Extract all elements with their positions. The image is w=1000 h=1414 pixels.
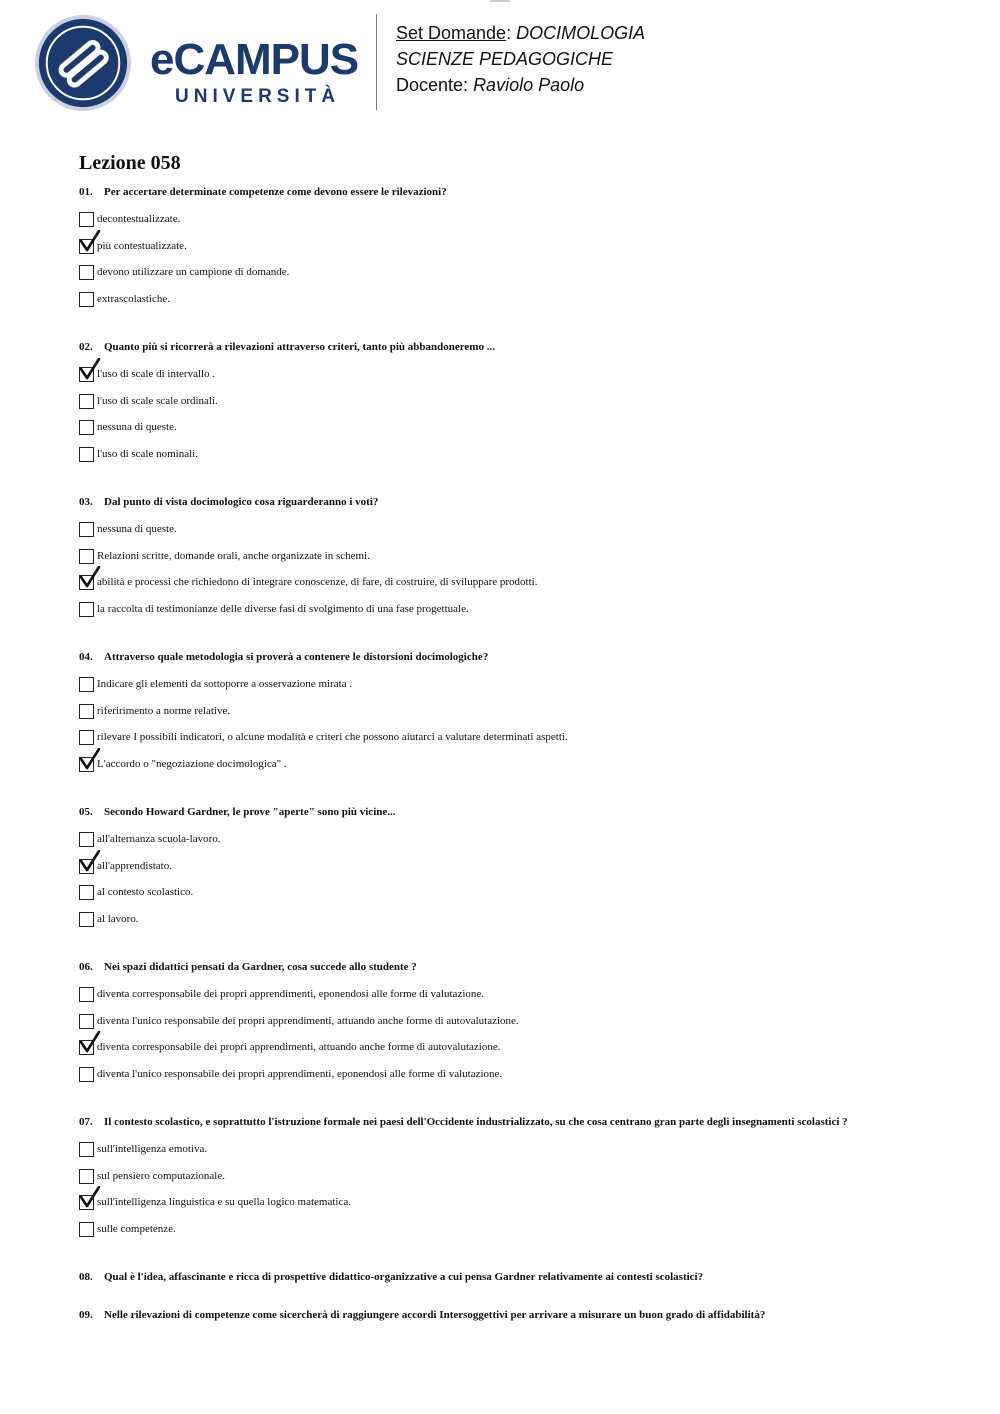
answer-option[interactable] [79,730,919,757]
question-label: Quanto più si ricorrerà a rilevazioni attraverso criteri, tanto più abbandoneremo ... [104,341,495,353]
answer-label: al lavoro. [97,912,139,925]
answer-label: rilevare I possibili indicatori, o alcune modalità e criteri che possono aiutarci a valutare determinati aspetti. [97,731,568,743]
answer-label: all'alternanza scuola-lavoro. [97,833,221,845]
question-number: 09. [79,1309,93,1321]
answer-checkbox[interactable] [79,912,94,927]
question-text [79,806,919,819]
lesson-title: Lezione 058 [79,152,181,174]
answer-checkbox[interactable] [79,522,94,537]
answer-option[interactable] [79,394,919,421]
answer-label: diventa l'unico responsabile dei propri apprendimenti, eponendosi alle forme di valutazione. [97,1067,503,1080]
answer-label: sull'intelligenza emotiva. [97,1143,208,1155]
set-value: DOCIMOLOGIA [516,23,646,43]
teacher-line [396,72,645,98]
answer-checkbox[interactable] [79,987,94,1002]
question-text [79,961,919,974]
set-info [396,20,645,98]
question-number: 05. [79,806,93,818]
answer-option[interactable] [79,704,919,731]
answer-option[interactable] [79,549,919,576]
question-text [79,186,919,199]
answer-checkbox[interactable] [79,420,94,435]
ecampus-emblem-icon [34,14,132,112]
question-item [79,1116,919,1248]
question-label: Secondo Howard Gardner, le prove "aperte" sono più vicine... [104,806,396,818]
answer-checkbox[interactable] [79,1014,94,1029]
answer-option[interactable] [79,1222,919,1249]
answer-label: diventa l'unico responsabile dei propri apprendimenti, attuando anche forme di autovalutazione. [97,1014,519,1027]
question-item [79,651,919,783]
answer-checkbox[interactable] [79,1169,94,1184]
question-text [79,1271,919,1284]
answer-option[interactable] [79,602,919,629]
answer-option[interactable] [79,447,919,474]
answer-option[interactable] [79,212,919,239]
question-list [79,186,919,1347]
question-label: Dal punto di vista docimologico cosa riguarderanno i voti? [104,496,379,508]
course-name: SCIENZE PEDAGOGICHE [396,49,614,69]
answer-option[interactable] [79,522,919,549]
answer-label: extrascolastiche. [97,292,170,305]
answer-label: all'apprendistato. [97,859,172,872]
answer-option[interactable] [79,575,919,602]
answer-label: L'accordo o "negoziazione docimologica" . [97,757,287,770]
answer-checkbox[interactable] [79,265,94,280]
question-label: Per accertare determinate competenze come devono essere le rilevazioni? [104,186,447,198]
question-label: Il contesto scolastico, e soprattutto l'istruzione formale nei paesi dell'Occidente industrializzato, su che cosa centrano gran parte degli insegnamenti scolastici ? [104,1116,848,1128]
answer-checkbox[interactable] [79,704,94,719]
question-item [79,806,919,938]
answer-option[interactable] [79,1014,919,1041]
question-label: Nelle rilevazioni di competenze come sicercherà di raggiungere accordi Intersoggettivi per arrivare a misurare un buon grado di affidabilità? [104,1309,766,1321]
question-item [79,1309,919,1322]
answer-option[interactable] [79,885,919,912]
brand-logo-subtitle: UNIVERSITÀ [175,86,341,107]
answer-option[interactable] [79,265,919,292]
question-item [79,341,919,473]
question-label: Attraverso quale metodologia si proverà a contenere le distorsioni docimologiche? [104,651,489,663]
answer-label: sulle competenze. [97,1222,176,1235]
answer-option[interactable] [79,859,919,886]
question-number: 04. [79,651,93,663]
question-label: Nei spazi didattici pensati da Gardner, cosa succede allo studente ? [104,961,417,973]
answer-checkbox[interactable] [79,602,94,617]
question-text [79,496,919,509]
answer-option[interactable] [79,1067,919,1094]
question-item [79,961,919,1093]
answer-option[interactable] [79,292,919,319]
answer-label: nessuna di queste. [97,523,177,535]
answer-checkbox[interactable] [79,549,94,564]
answer-option[interactable] [79,1040,919,1067]
answer-option[interactable] [79,677,919,704]
set-line: Set Domande: DOCIMOLOGIA [396,23,646,43]
answer-label: diventa corresponsabile dei propri apprendimenti, eponendosi alle forme di valutazione. [97,988,485,1000]
answer-label: diventa corresponsabile dei propri apprendimenti, attuando anche forme di autovalutazione. [97,1041,501,1053]
answer-checkbox[interactable] [79,677,94,692]
answer-checkbox[interactable] [79,1142,94,1157]
answer-option[interactable] [79,987,919,1014]
question-number: 02. [79,341,93,353]
answer-checkbox[interactable] [79,394,94,409]
answer-label: abilità e processi che richiedono di integrare conoscenze, di fare, di costruire, di sviluppare prodotti. [97,576,538,588]
header-divider [376,14,377,110]
answer-checkbox[interactable] [79,292,94,307]
question-text [79,341,919,354]
set-label: Set Domande [396,23,507,43]
answer-label: più contestualizzate. [97,239,187,252]
answer-label: l'uso di scale scale ordinali. [97,394,218,407]
answer-label: l'uso di scale nominali. [97,447,198,460]
answer-option[interactable] [79,912,919,939]
answer-option[interactable] [79,757,919,784]
question-item [79,1271,919,1284]
answer-label: sull'intelligenza linguistica e su quella logico matematica. [97,1196,351,1208]
question-text [79,651,919,664]
answer-option[interactable] [79,367,919,394]
answer-label: decontestualizzate. [97,213,181,225]
answer-label: riferirimento a norme relative. [97,704,231,717]
question-number: 08. [79,1271,93,1283]
question-item [79,496,919,628]
answer-label: Relazioni scritte, domande orali, anche organizzate in schemi. [97,549,370,562]
page-header [0,0,1000,120]
question-number: 01. [79,186,93,198]
question-label: Qual è l'idea, affascinante e ricca di prospettive didattico-organizzative a cui pensa Gardner relativamente ai contesti scolastici? [104,1271,704,1283]
answer-checkbox[interactable] [79,730,94,745]
answer-label: Indicare gli elementi da sottoporre a osservazione mirata . [97,678,353,690]
answer-checkbox[interactable] [79,1222,94,1237]
question-text [79,1116,919,1129]
question-item [79,186,919,318]
answer-label: l'uso di scale di intervallo . [97,368,216,380]
answer-checkbox[interactable] [79,832,94,847]
question-number: 07. [79,1116,93,1128]
answer-label: sul pensiero computazionale. [97,1169,225,1182]
answer-option[interactable] [79,1142,919,1169]
brand-logo-text: eCAMPUS [150,35,359,84]
answer-checkbox[interactable] [79,447,94,462]
question-number: 06. [79,961,93,973]
answer-option[interactable] [79,1195,919,1222]
answer-checkbox[interactable] [79,1067,94,1082]
answer-option[interactable] [79,239,919,266]
answer-label: al contesto scolastico. [97,886,194,898]
question-text [79,1309,919,1322]
teacher-name: Raviolo Paolo [473,75,585,95]
answer-option[interactable] [79,832,919,859]
answer-option[interactable] [79,1169,919,1196]
question-number: 03. [79,496,93,508]
answer-label: nessuna di queste. [97,421,177,433]
answer-option[interactable] [79,420,919,447]
answer-label: devono utilizzare un campione di domande. [97,266,290,278]
course-line [396,46,645,72]
answer-checkbox[interactable] [79,885,94,900]
answer-label: la raccolta di testimonianze delle diverse fasi di svolgimento di una fase progettuale. [97,602,469,615]
teacher-label: Docente: [396,75,469,95]
answer-checkbox[interactable] [79,212,94,227]
